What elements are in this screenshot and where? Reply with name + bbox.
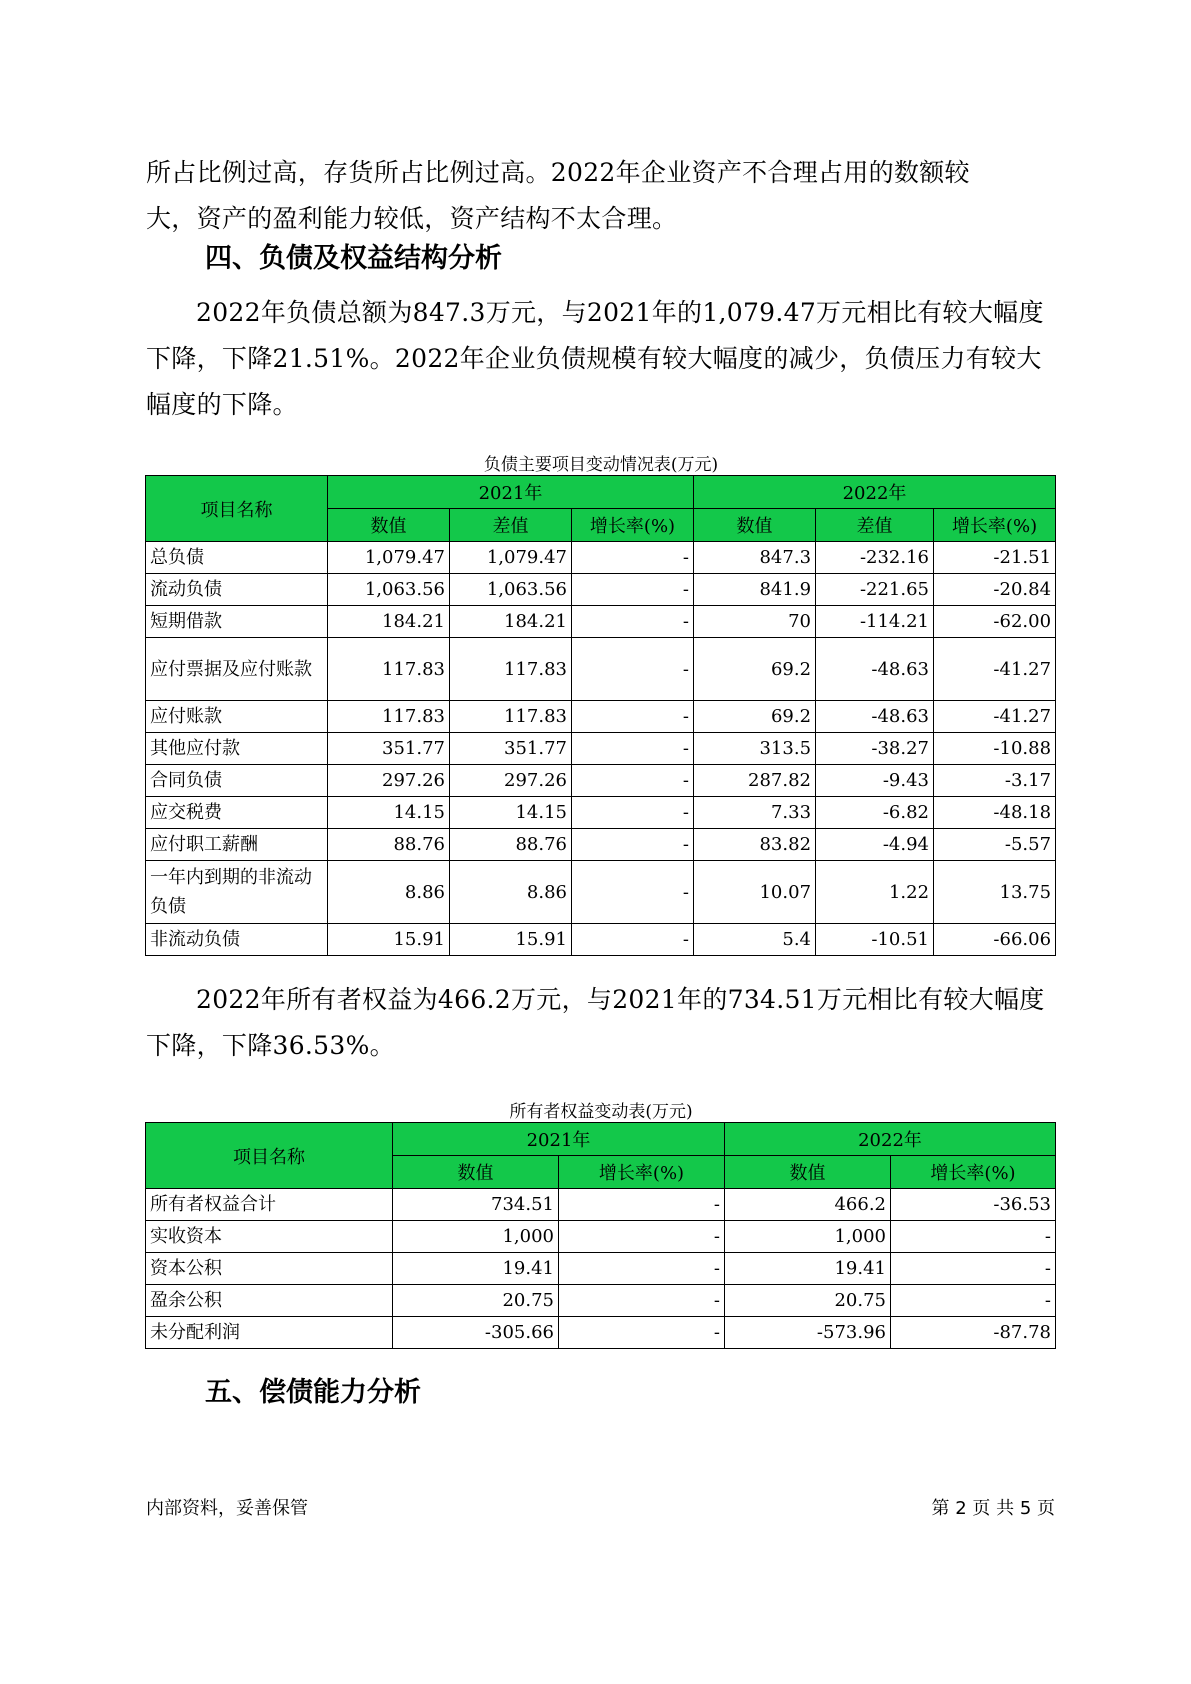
- table-cell: 15.91: [328, 924, 450, 956]
- row-label: 资本公积: [146, 1253, 393, 1285]
- footer-confidential-note: 内部资料，妥善保管: [146, 1498, 308, 1519]
- table-cell: -62.00: [934, 606, 1056, 638]
- table-cell: 117.83: [328, 701, 450, 733]
- table-row: [146, 638, 1056, 701]
- table-cell: -: [559, 1253, 725, 1285]
- row-label: 应付票据及应付账款: [146, 638, 328, 701]
- table-cell: -: [572, 924, 694, 956]
- row-label: 实收资本: [146, 1221, 393, 1253]
- table-cell: -: [572, 829, 694, 861]
- row-label: 应付职工薪酬: [146, 829, 328, 861]
- table1-col-header: 增长率(%): [572, 509, 694, 542]
- table-cell: -: [559, 1221, 725, 1253]
- table-cell: -: [891, 1253, 1056, 1285]
- table-cell: -21.51: [934, 542, 1056, 574]
- table-cell: -: [559, 1317, 725, 1349]
- table1-caption: 负债主要项目变动情况表(万元): [483, 455, 719, 475]
- table-cell: -: [572, 765, 694, 797]
- table-cell: -10.88: [934, 733, 1056, 765]
- footer-page-number: 第 2 页 共 5 页: [931, 1498, 1055, 1519]
- section-heading-solvency: 五、偿债能力分析: [205, 1377, 421, 1408]
- row-label: 总负债: [146, 542, 328, 574]
- row-label: 应交税费: [146, 797, 328, 829]
- table1-col-header: 差值: [816, 509, 934, 542]
- table-cell: 14.15: [328, 797, 450, 829]
- row-label: 一年内到期的非流动负债: [146, 861, 328, 924]
- table-cell: -: [572, 861, 694, 924]
- table-row: [146, 701, 1056, 733]
- table-row: [146, 861, 1056, 924]
- table-cell: 20.75: [393, 1285, 559, 1317]
- table-cell: 69.2: [694, 638, 816, 701]
- table-cell: 19.41: [393, 1253, 559, 1285]
- table-cell: 7.33: [694, 797, 816, 829]
- table1-header-year2: 2022年: [694, 476, 1056, 509]
- row-label: 应付账款: [146, 701, 328, 733]
- table-cell: -232.16: [816, 542, 934, 574]
- table2-col-header: 数值: [725, 1156, 891, 1189]
- table-cell: -: [891, 1221, 1056, 1253]
- table-row: [146, 797, 1056, 829]
- equity-paragraph: 2022年所有者权益为466.2万元，与2021年的734.51万元相比有较大幅度下降，下降36.53%。: [146, 985, 1045, 1060]
- table-cell: 297.26: [450, 765, 572, 797]
- equity-table: [145, 1122, 1056, 1349]
- table-cell: 20.75: [725, 1285, 891, 1317]
- table-cell: 19.41: [725, 1253, 891, 1285]
- table-cell: 1,000: [393, 1221, 559, 1253]
- table-row: [146, 606, 1056, 638]
- table-cell: 1,079.47: [450, 542, 572, 574]
- intro-line-1: 所占比例过高，存货所占比例过高。2022年企业资产不合理占用的数额较: [146, 158, 970, 187]
- table-cell: 117.83: [328, 638, 450, 701]
- table-row: [146, 1253, 1056, 1285]
- table-cell: 1.22: [816, 861, 934, 924]
- table-cell: -: [572, 542, 694, 574]
- table1-col-header: 增长率(%): [934, 509, 1056, 542]
- row-label: 未分配利润: [146, 1317, 393, 1349]
- table-cell: -41.27: [934, 638, 1056, 701]
- table-cell: 69.2: [694, 701, 816, 733]
- table2-header-year2: 2022年: [725, 1123, 1056, 1156]
- table-cell: -: [559, 1285, 725, 1317]
- row-label: 流动负债: [146, 574, 328, 606]
- table-cell: -48.18: [934, 797, 1056, 829]
- row-label: 其他应付款: [146, 733, 328, 765]
- liabilities-paragraph: 2022年负债总额为847.3万元，与2021年的1,079.47万元相比有较大幅度下降，下降21.51%。2022年企业负债规模有较大幅度的减少，负债压力有较大幅度的下降。: [146, 298, 1044, 419]
- table1-header-year1: 2021年: [328, 476, 694, 509]
- table-cell: 847.3: [694, 542, 816, 574]
- table-row: [146, 733, 1056, 765]
- table-cell: -305.66: [393, 1317, 559, 1349]
- table-row: [146, 924, 1056, 956]
- table-cell: 117.83: [450, 701, 572, 733]
- table-cell: -36.53: [891, 1189, 1056, 1221]
- table-cell: 5.4: [694, 924, 816, 956]
- table-row: [146, 765, 1056, 797]
- table2-col-header: 数值: [393, 1156, 559, 1189]
- table-cell: -10.51: [816, 924, 934, 956]
- table-cell: 466.2: [725, 1189, 891, 1221]
- table-cell: -: [572, 733, 694, 765]
- table-cell: -: [572, 606, 694, 638]
- intro-line-2: 大，资产的盈利能力较低，资产结构不太合理。: [146, 204, 678, 233]
- table-cell: -114.21: [816, 606, 934, 638]
- table-cell: 734.51: [393, 1189, 559, 1221]
- table2-col-header: 增长率(%): [559, 1156, 725, 1189]
- table-cell: -5.57: [934, 829, 1056, 861]
- table-row: [146, 829, 1056, 861]
- table1-col-header: 差值: [450, 509, 572, 542]
- table-cell: 184.21: [450, 606, 572, 638]
- table-cell: 1,063.56: [450, 574, 572, 606]
- table-cell: 351.77: [328, 733, 450, 765]
- table-cell: -66.06: [934, 924, 1056, 956]
- row-label: 所有者权益合计: [146, 1189, 393, 1221]
- table1-header-item: 项目名称: [146, 476, 328, 542]
- row-label: 盈余公积: [146, 1285, 393, 1317]
- table-cell: 1,000: [725, 1221, 891, 1253]
- table-cell: 351.77: [450, 733, 572, 765]
- table-cell: 297.26: [328, 765, 450, 797]
- table-cell: -87.78: [891, 1317, 1056, 1349]
- table-cell: 287.82: [694, 765, 816, 797]
- table-cell: -3.17: [934, 765, 1056, 797]
- table-cell: -48.63: [816, 701, 934, 733]
- table-cell: 14.15: [450, 797, 572, 829]
- table-cell: 1,079.47: [328, 542, 450, 574]
- row-label: 短期借款: [146, 606, 328, 638]
- table2-col-header: 增长率(%): [891, 1156, 1056, 1189]
- table-cell: 117.83: [450, 638, 572, 701]
- table-cell: -: [572, 638, 694, 701]
- liabilities-table: [145, 475, 1056, 956]
- table-cell: 1,063.56: [328, 574, 450, 606]
- table-cell: -41.27: [934, 701, 1056, 733]
- table-row: [146, 1317, 1056, 1349]
- table2-header-year1: 2021年: [393, 1123, 725, 1156]
- table-cell: -9.43: [816, 765, 934, 797]
- table-cell: 10.07: [694, 861, 816, 924]
- table-cell: 88.76: [328, 829, 450, 861]
- table-cell: -: [891, 1285, 1056, 1317]
- table-cell: 13.75: [934, 861, 1056, 924]
- table-row: [146, 574, 1056, 606]
- table-cell: 841.9: [694, 574, 816, 606]
- intro-paragraph: [146, 150, 1056, 242]
- table2-caption: 所有者权益变动表(万元): [509, 1102, 693, 1122]
- table-row: [146, 542, 1056, 574]
- table1-col-header: 数值: [328, 509, 450, 542]
- table-cell: -: [559, 1189, 725, 1221]
- table-cell: 70: [694, 606, 816, 638]
- table-cell: -38.27: [816, 733, 934, 765]
- table-cell: -221.65: [816, 574, 934, 606]
- table-cell: -6.82: [816, 797, 934, 829]
- table-cell: -4.94: [816, 829, 934, 861]
- table-cell: 313.5: [694, 733, 816, 765]
- table-cell: -: [572, 574, 694, 606]
- table-cell: 88.76: [450, 829, 572, 861]
- table-cell: 8.86: [450, 861, 572, 924]
- table-cell: -: [572, 701, 694, 733]
- table-row: [146, 1285, 1056, 1317]
- table2-header-item: 项目名称: [146, 1123, 393, 1189]
- row-label: 非流动负债: [146, 924, 328, 956]
- table1-col-header: 数值: [694, 509, 816, 542]
- table-cell: -: [572, 797, 694, 829]
- table-cell: 184.21: [328, 606, 450, 638]
- table-cell: -48.63: [816, 638, 934, 701]
- table-cell: 8.86: [328, 861, 450, 924]
- table-cell: 83.82: [694, 829, 816, 861]
- table-row: [146, 1189, 1056, 1221]
- table-cell: -20.84: [934, 574, 1056, 606]
- section-heading-liabilities: 四、负债及权益结构分析: [205, 243, 502, 274]
- row-label: 合同负债: [146, 765, 328, 797]
- table-cell: -573.96: [725, 1317, 891, 1349]
- table-row: [146, 1221, 1056, 1253]
- table-cell: 15.91: [450, 924, 572, 956]
